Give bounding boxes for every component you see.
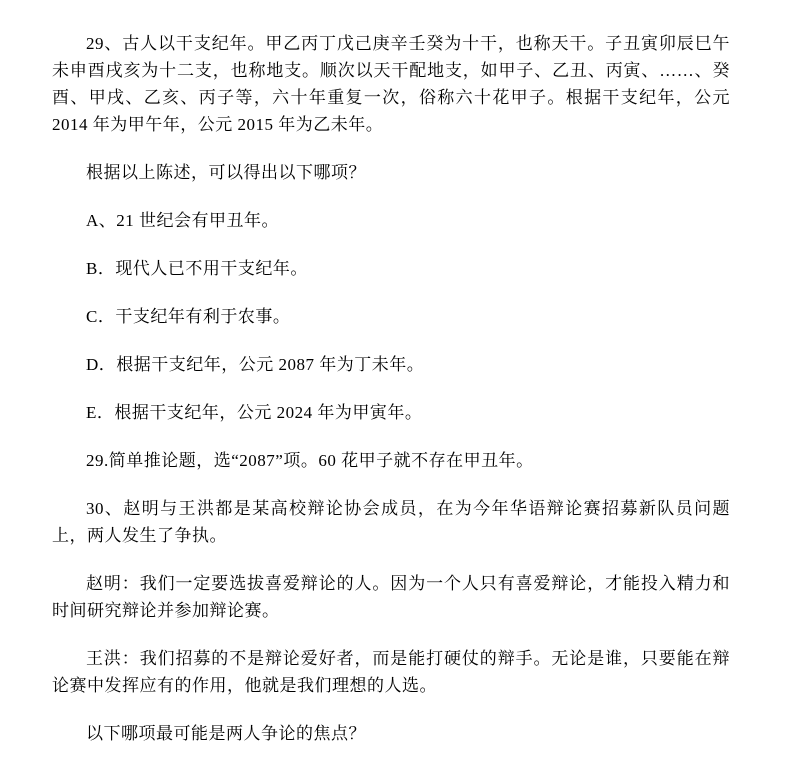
question-30-prompt: 以下哪项最可能是两人争论的焦点？ (86, 724, 366, 743)
question-30-zhaoming: 赵明：我们一定要选拔喜爱辩论的人。因为一个人只有喜爱辩论，才能投入精力和时间研究辩论并参加辩论赛。 (52, 574, 730, 620)
question-29-option-e: E．根据干支纪年，公元 2024 年为甲寅年。 (86, 403, 423, 422)
question-30-stem: 30、赵明与王洪都是某高校辩论协会成员，在为今年华语辩论赛招募新队员问题上，两人发生了争执。 (52, 499, 730, 545)
question-29-prompt: 根据以上陈述，可以得出以下哪项？ (86, 163, 366, 182)
question-29-option-d: D．根据干支纪年，公元 2087 年为丁未年。 (86, 355, 425, 374)
question-29-stem: 29、古人以干支纪年。甲乙丙丁戊己庚辛壬癸为十干，也称天干。子丑寅卯辰巳午未申酉戌亥为十二支，也称地支。顺次以天干配地支，如甲子、乙丑、丙寅、……、癸酉、甲戌、乙亥、丙子等，六十年重复一次，俗称六十花甲子。根据干支纪年，公元 2014 年为甲午年，公元 2015 年为乙未年。 (52, 34, 730, 134)
question-29-answer-note: 29.简单推论题，选“2087”项。60 花甲子就不存在甲丑年。 (86, 451, 534, 470)
question-29-option-c: C．干支纪年有利于农事。 (86, 307, 291, 326)
question-30-wanghong: 王洪：我们招募的不是辩论爱好者，而是能打硬仗的辩手。无论是谁，只要能在辩论赛中发挥应有的作用，他就是我们理想的人选。 (52, 649, 730, 695)
question-29-option-a: A、21 世纪会有甲丑年。 (86, 211, 280, 230)
question-29-option-b: B．现代人已不用干支纪年。 (86, 259, 308, 278)
